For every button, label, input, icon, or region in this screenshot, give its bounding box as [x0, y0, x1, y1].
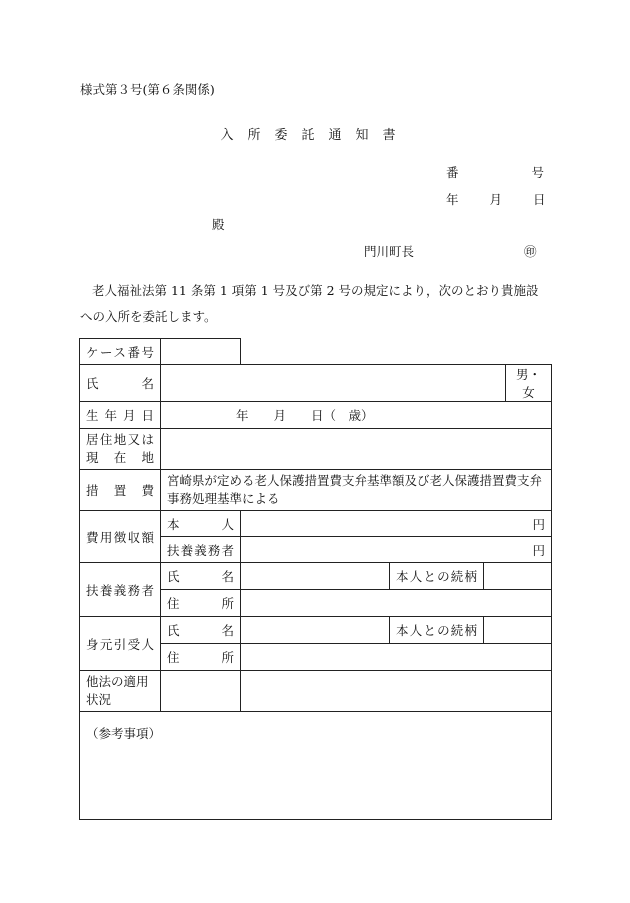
birth-label: 生年月日: [80, 402, 161, 429]
other-law-value-2[interactable]: [241, 671, 552, 712]
document-number-label: 番号: [446, 165, 618, 180]
row-birth: [80, 402, 552, 429]
residence-value[interactable]: [161, 429, 552, 470]
row-residence: [80, 429, 552, 470]
supporter-address-value[interactable]: [241, 590, 552, 617]
fee-self-label: 本人: [161, 511, 241, 537]
addressee-suffix: 殿: [212, 217, 225, 232]
supporter-name-value[interactable]: [241, 563, 390, 590]
guarantor-address-value[interactable]: [241, 644, 552, 671]
sender-name: 門川町長: [364, 244, 415, 259]
guarantor-name-label: 氏名: [161, 617, 241, 644]
row-notes: [80, 712, 552, 820]
row-name: [80, 365, 552, 402]
case-number-label: ケース番号: [80, 339, 161, 365]
notes-area[interactable]: [80, 712, 552, 820]
form-number-label: 様式第３号(第６条関係): [80, 82, 215, 97]
supporter-section-label: 扶養義務者: [80, 563, 161, 617]
guarantor-relation-value[interactable]: [484, 617, 552, 644]
row-supporter-name: [80, 563, 552, 590]
supporter-relation-value[interactable]: [484, 563, 552, 590]
body-text: 老人福祉法第 11 条第 1 項第 1 号及び第 2 号の規定により，次のとおり貴施設への入所を委託します。: [80, 283, 539, 324]
row-measure-cost: [80, 470, 552, 511]
guarantor-name-value[interactable]: [241, 617, 390, 644]
sex-options[interactable]: 男・女: [506, 365, 552, 402]
supporter-name-label: 氏名: [161, 563, 241, 590]
name-label: 氏名: [80, 365, 161, 402]
row-case-number: [80, 339, 552, 365]
other-law-label: 他法の適用状況: [80, 671, 161, 712]
other-law-value-1[interactable]: [161, 671, 241, 712]
fee-label: 費用徴収額: [80, 511, 161, 563]
residence-label: 居住地又は 現在地: [80, 429, 161, 470]
row-other-law: [80, 671, 552, 712]
case-number-value[interactable]: [161, 339, 241, 365]
fee-supporter-label: 扶養義務者: [161, 537, 241, 563]
row-fee-self: [80, 511, 552, 537]
guarantor-relation-label: 本人との続柄: [390, 617, 484, 644]
fee-supporter-value[interactable]: 円: [241, 537, 552, 563]
fee-self-value[interactable]: 円: [241, 511, 552, 537]
birth-value[interactable]: 年 月 日（ 歳）: [161, 402, 552, 429]
name-value[interactable]: [161, 365, 506, 402]
measure-cost-label: 措置費: [80, 470, 161, 511]
guarantor-address-label: 住所: [161, 644, 241, 671]
notes-label: （参考事項）: [86, 726, 162, 741]
document-title: 入所委託通知書: [220, 128, 410, 143]
seal-mark: ㊞: [524, 244, 537, 259]
entrustment-form-table: [79, 338, 552, 820]
row-guarantor-name: [80, 617, 552, 644]
guarantor-section-label: 身元引受人: [80, 617, 161, 671]
document-date-label: 年月日: [446, 192, 577, 207]
supporter-relation-label: 本人との続柄: [390, 563, 484, 590]
supporter-address-label: 住所: [161, 590, 241, 617]
measure-cost-text: 宮崎県が定める老人保護措置費支弁基準額及び老人保護措置費支弁事務処理基準による: [161, 470, 552, 511]
